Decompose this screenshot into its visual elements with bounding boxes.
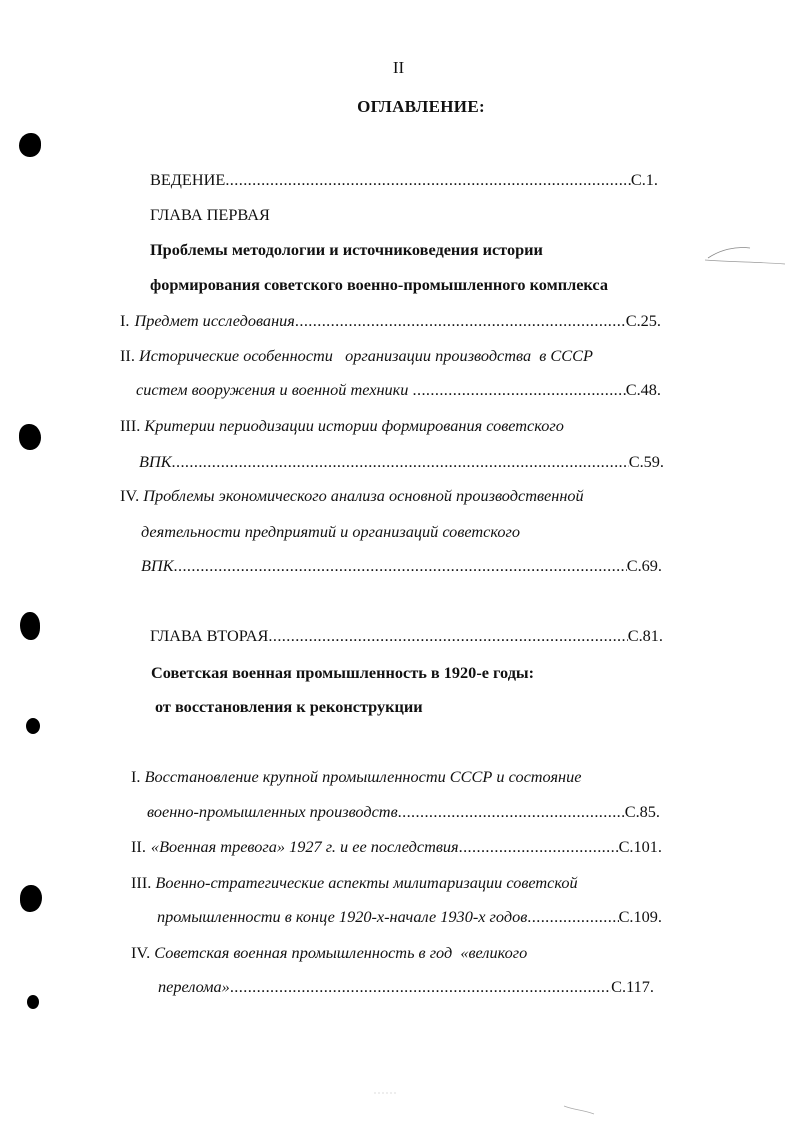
- toc-entry: [120, 485, 584, 507]
- leader-dots: [459, 836, 619, 858]
- leader-dots: [413, 379, 626, 401]
- toc-entry-page: С.81.: [627, 626, 663, 645]
- leader-dots: [268, 625, 627, 647]
- section-number: IV.: [131, 943, 151, 962]
- section-title: промышленности в конце 1920-х-начале 1930-х годов: [157, 907, 528, 926]
- toc-entry-continuation: [147, 801, 660, 823]
- punch-hole-mark: [19, 133, 41, 157]
- punch-hole-mark: [26, 718, 40, 734]
- toc-entry: [120, 345, 593, 367]
- toc-entry-continuation: [139, 451, 664, 473]
- section-title: Проблемы экономического анализа основной производственной: [143, 486, 584, 505]
- pencil-mark: [560, 1098, 600, 1118]
- punch-hole-mark: [19, 424, 41, 450]
- leader-dots: [398, 801, 625, 823]
- page-title: ОГЛАВЛЕНИЕ:: [357, 97, 485, 116]
- section-title: «Военная тревога» 1927 г. и ее последствия: [150, 837, 459, 856]
- section-number: II.: [120, 346, 135, 365]
- page-number: II: [392, 58, 405, 77]
- toc-entry-page: С.1.: [630, 170, 658, 189]
- toc-entry-continuation: [136, 379, 661, 401]
- toc-entry-label: ВЕДЕНИЕ: [150, 170, 226, 189]
- section-title: Советская военная промышленность в год «великого: [154, 943, 528, 962]
- pencil-mark: [372, 1088, 402, 1098]
- toc-entry-intro: [150, 169, 658, 191]
- toc-entry-page: С.48.: [625, 380, 661, 399]
- chapter-subtitle-line: формирования советского военно-промышленного комплекса: [150, 275, 608, 294]
- toc-entry: [120, 415, 564, 437]
- toc-entry: [131, 836, 662, 858]
- leader-dots: [230, 976, 611, 998]
- section-number: II.: [131, 837, 146, 856]
- leader-dots: [527, 906, 618, 928]
- toc-entry-continuation: [157, 906, 662, 928]
- toc-entry-chapter2: [150, 625, 663, 647]
- pencil-mark: [700, 240, 790, 270]
- section-title: Восстановление крупной промышленности СССР и состояние: [144, 767, 582, 786]
- section-title: Исторические особенности организации производства в СССР: [139, 346, 593, 365]
- section-number: I.: [131, 767, 141, 786]
- toc-entry: [120, 310, 661, 332]
- toc-entry-page: С.59.: [628, 452, 664, 471]
- section-number: III.: [131, 873, 152, 892]
- leader-dots: [295, 310, 626, 332]
- section-title: Критерии периодизации истории формирования советского: [144, 416, 564, 435]
- chapter-heading: ГЛАВА ВТОРАЯ: [150, 626, 269, 645]
- chapter-subtitle-line: от восстановления к реконструкции: [155, 697, 423, 716]
- section-title: военно-промышленных производств: [147, 802, 398, 821]
- punch-hole-mark: [27, 995, 39, 1009]
- chapter-subtitle-line: Проблемы методологии и источниковедения истории: [150, 240, 543, 259]
- section-number: III.: [120, 416, 141, 435]
- section-number: IV.: [120, 486, 140, 505]
- chapter-heading: ГЛАВА ПЕРВАЯ: [150, 205, 270, 224]
- toc-entry: [131, 872, 578, 894]
- leader-dots: [225, 169, 631, 191]
- section-title: Военно-стратегические аспекты милитаризации советской: [155, 873, 578, 892]
- leader-dots: [172, 451, 629, 473]
- toc-entry-page: С.69.: [626, 556, 662, 575]
- punch-hole-mark: [20, 612, 40, 640]
- toc-entry-page: С.25.: [625, 311, 661, 330]
- section-title: ВПК: [139, 452, 172, 471]
- section-title: ВПК: [141, 556, 174, 575]
- leader-dots: [174, 555, 627, 577]
- section-title: перелома»: [158, 977, 230, 996]
- toc-entry-page: С.109.: [618, 907, 662, 926]
- toc-entry-page: С.117.: [611, 977, 654, 996]
- toc-entry-continuation: [141, 555, 662, 577]
- chapter-subtitle-line: Советская военная промышленность в 1920-е годы:: [151, 663, 535, 682]
- section-title-continuation: деятельности предприятий и организаций советского: [141, 522, 521, 541]
- section-title: систем вооружения и военной техники: [136, 380, 413, 399]
- toc-entry: [131, 766, 582, 788]
- toc-entry: [131, 942, 527, 964]
- toc-entry-page: С.101.: [618, 837, 662, 856]
- toc-entry-page: С.85.: [624, 802, 660, 821]
- section-title: Предмет исследования: [134, 311, 295, 330]
- toc-entry-continuation: [158, 976, 654, 998]
- punch-hole-mark: [20, 885, 42, 912]
- section-number: I.: [120, 311, 130, 330]
